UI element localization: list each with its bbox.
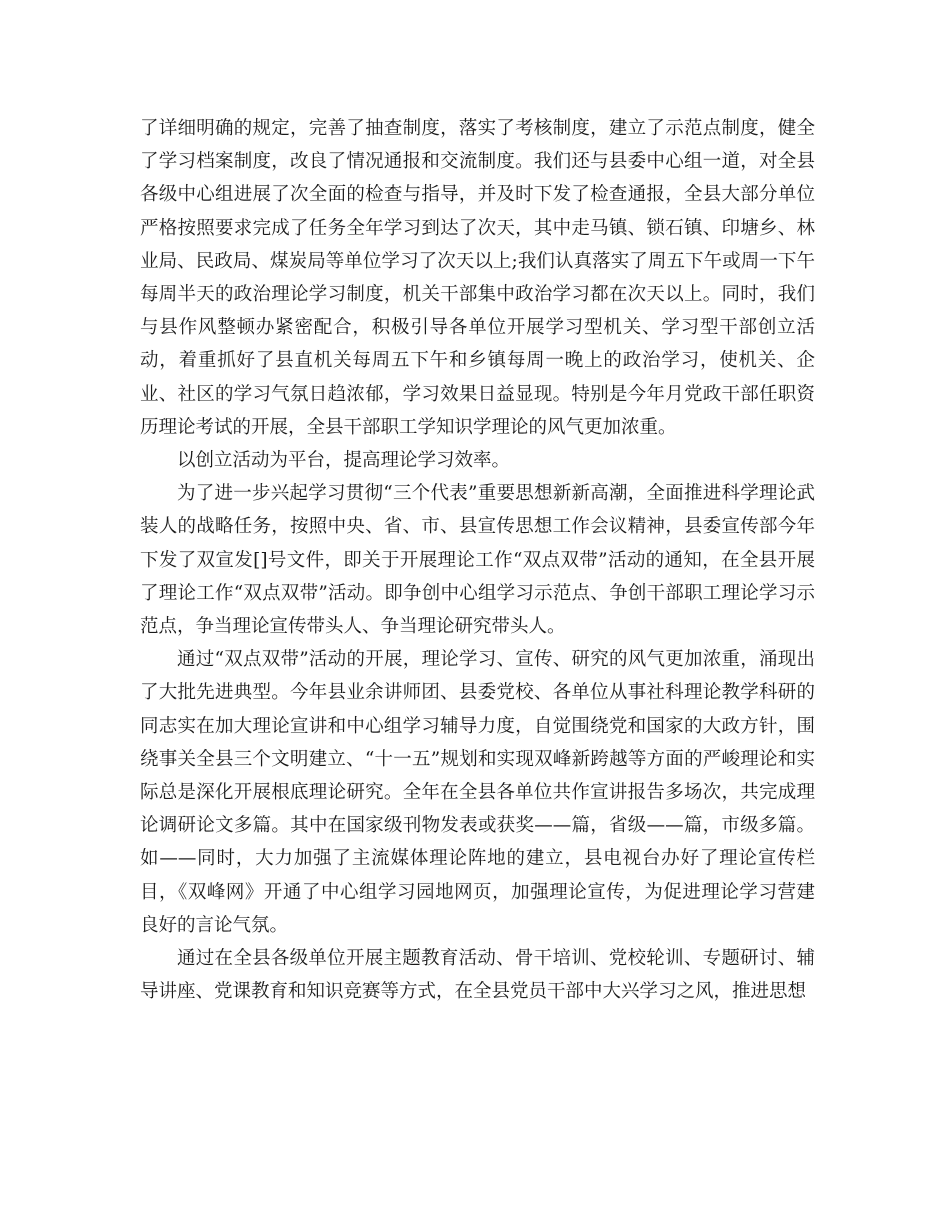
paragraph-continuation: 了详细明确的规定，完善了抽查制度，落实了考核制度，建立了示范点制度，健全了学习档案制度，改良了情况通报和交流制度。我们还与县委中心组一道，对全县各级中心组进展了次全面的检查与指导，并及时下发了检查通报，全县大部分单位严格按照要求完成了任务全年学习到达了次天，其中走马镇、锁石镇、印塘乡、林业局、民政局、煤炭局等单位学习了次天以上;我们认真落实了周五下午或周一下午每周半天的政治理论学习制度，机关干部集中政治学习都在次天以上。同时，我们与县作风整顿办紧密配合，积极引导各单位开展学习型机关、学习型干部创立活动，着重抓好了县直机关每周五下午和乡镇每周一晚上的政治学习，使机关、企业、社区的学习气氛日趋浓郁，学习效果日益显现。特别是今年月党政干部任职资历理论考试的开展，全县干部职工学知识学理论的风气更加浓重。	[140, 118, 815, 438]
document-body	[140, 112, 815, 1008]
paragraph-heading: 以创立活动为平台，提高理论学习效率。	[177, 450, 511, 472]
paragraph: 为了进一步兴起学习贯彻“三个代表”重要思想新新高潮，全面推进科学理论武装人的战略任务，按照中央、省、市、县宣传思想工作会议精神，县委宣传部今年下发了双宣发[]号文件，即关于开展理论工作“双点双带”活动的通知，在全县开展了理论工作“双点双带”活动。即争创中心组学习示范点、争创干部职工理论学习示范点，争当理论宣传带头人、争当理论研究带头人。	[140, 483, 815, 638]
paragraph: 通过“双点双带”活动的开展，理论学习、宣传、研究的风气更加浓重，涌现出了大批先进典型。今年县业余讲师团、县委党校、各单位从事社科理论教学科研的同志实在加大理论宣讲和中心组学习辅导力度，自觉围绕党和国家的大政方针，围绕事关全县三个文明建立、“十一五”规划和实现双峰新跨越等方面的严峻理论和实际总是深化开展根底理论研究。全年在全县各单位共作宣讲报告多场次，共完成理论调研论文多篇。其中在国家级刊物发表或获奖——篇，省级——篇，市级多篇。如——同时，大力加强了主流媒体理论阵地的建立，县电视台办好了理论宣传栏目，《双峰网》开通了中心组学习园地网页，加强理论宣传，为促进理论学习营建良好的言论气氛。	[140, 649, 815, 936]
paragraph: 通过在全县各级单位开展主题教育活动、骨干培训、党校轮训、专题研讨、辅导讲座、党课教育和知识竞赛等方式，在全县党员干部中大兴学习之风，推进思想	[140, 948, 815, 1003]
